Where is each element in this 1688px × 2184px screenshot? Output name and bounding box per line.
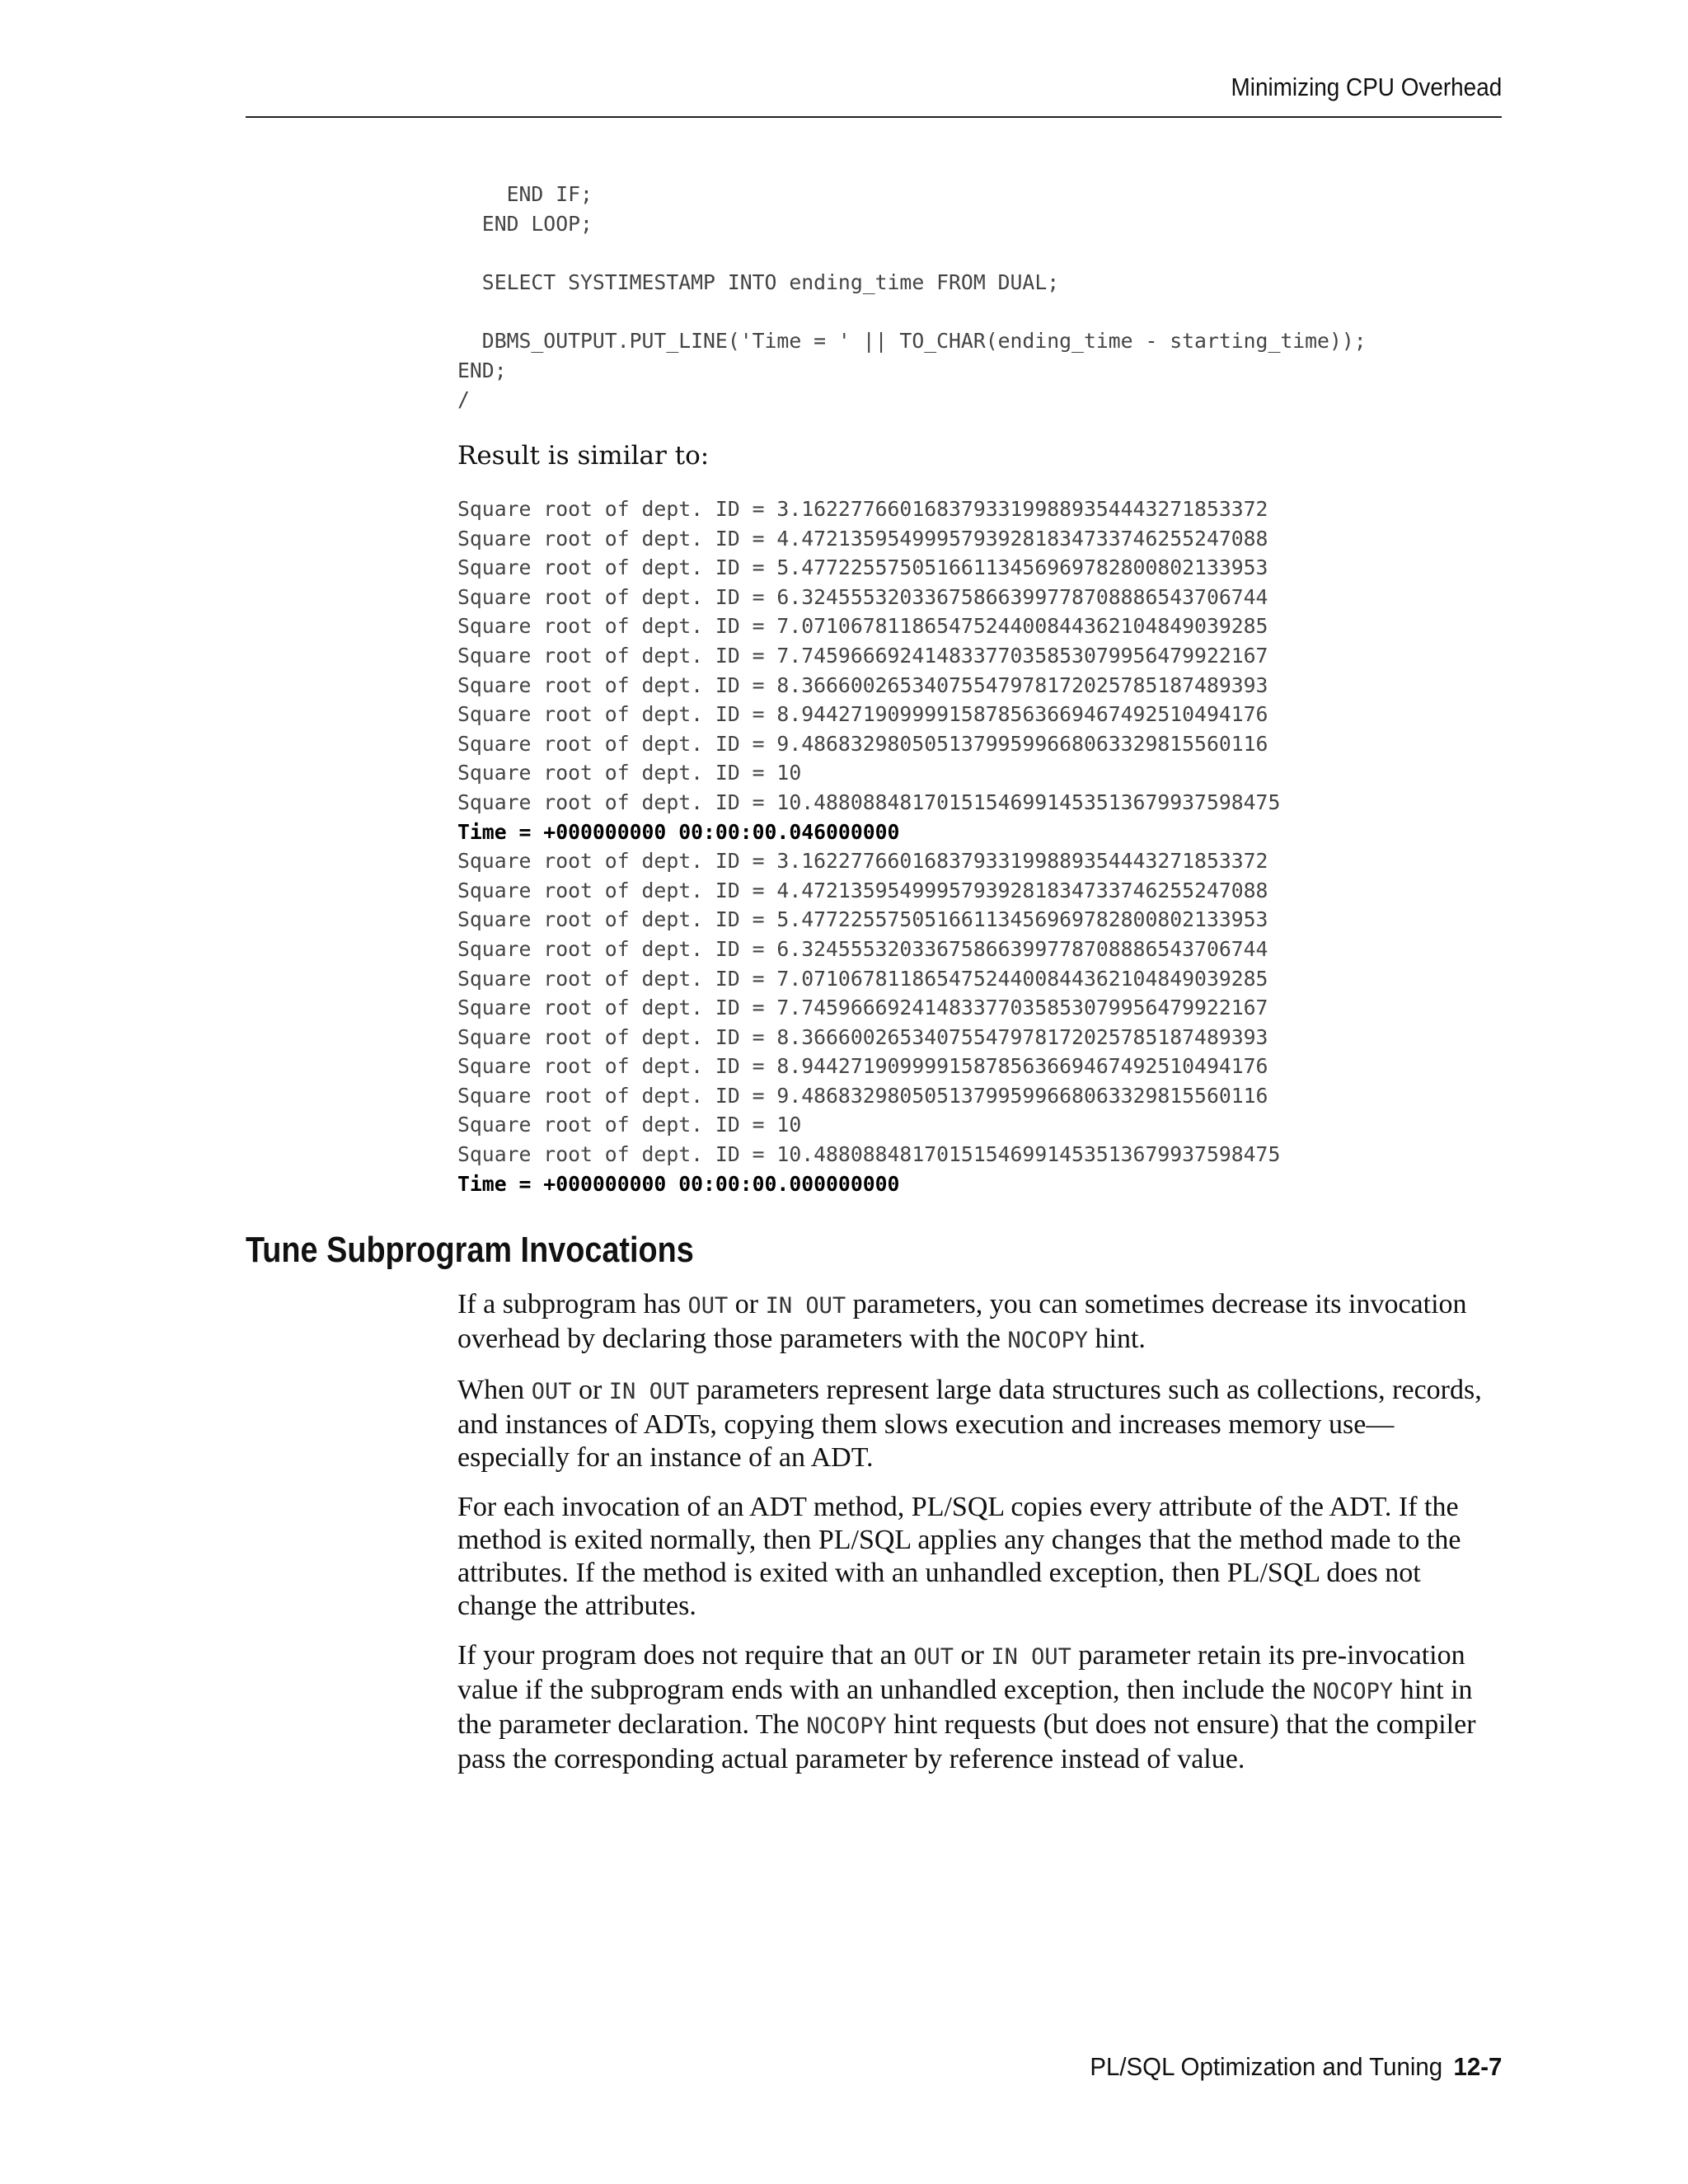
output-line: Square root of dept. ID = 7.74596669241483377035853079956479922167: [457, 996, 1268, 1020]
body-paragraph: [457, 1288, 1500, 1357]
inline-code: OUT: [913, 1644, 954, 1670]
section-body: [457, 1288, 1500, 1793]
output-line: Square root of dept. ID = 3.16227766016837933199889354443271853372: [457, 849, 1268, 874]
output-line: Square root of dept. ID = 7.74596669241483377035853079956479922167: [457, 643, 1268, 668]
output-line: Square root of dept. ID = 7.07106781186547524400844362104849039285: [457, 966, 1268, 991]
output-line: Square root of dept. ID = 7.07106781186547524400844362104849039285: [457, 614, 1268, 639]
text-run: hint.: [1088, 1324, 1146, 1354]
body-paragraph: [457, 1491, 1500, 1623]
inline-code: NOCOPY: [806, 1713, 887, 1739]
output-line: Square root of dept. ID = 10.48808848170151546991453513679937598475: [457, 790, 1281, 814]
inline-code: IN OUT: [765, 1293, 846, 1319]
text-run: If your program does not require that an: [457, 1640, 914, 1671]
output-line: Square root of dept. ID = 3.16227766016837933199889354443271853372: [457, 497, 1268, 521]
body-paragraph: [457, 1639, 1500, 1776]
running-header: Minimizing CPU Overhead: [1231, 73, 1502, 101]
code-line: [457, 297, 1367, 326]
output-line: Square root of dept. ID = 4.47213595499957939281834733746255247088: [457, 526, 1268, 551]
code-line: DBMS_OUTPUT.PUT_LINE('Time = ' || TO_CHAR(ending_time - starting_time));: [457, 328, 1367, 353]
section-heading: Tune Subprogram Invocations: [246, 1230, 694, 1270]
output-line: Square root of dept. ID = 8.36660026534075547978172025785187489393: [457, 673, 1268, 697]
code-line: END IF;: [457, 182, 593, 206]
output-line: Square root of dept. ID = 10.48808848170151546991453513679937598475: [457, 1142, 1281, 1167]
code-line: /: [457, 387, 470, 412]
output-line: Square root of dept. ID = 6.32455532033675866399778708886543706744: [457, 936, 1268, 961]
text-run: For each invocation of an ADT method, PL/SQL copies every attribute of the ADT. If the method is exited normally, then PL/SQL applies any changes that the method made to the attributes. If the method is exited with an unhandled exception, then PL/SQL does not change the attributes.: [457, 1492, 1461, 1621]
output-line: Square root of dept. ID = 4.47213595499957939281834733746255247088: [457, 878, 1268, 902]
code-line: [457, 238, 1367, 268]
text-run: When: [457, 1375, 532, 1405]
header-rule: [246, 116, 1502, 118]
timing-line: Time = +000000000 00:00:00.000000000: [457, 1171, 900, 1196]
page-number: 12-7: [1453, 2052, 1502, 2081]
output-line: Square root of dept. ID = 8.94427190999915878563669467492510494176: [457, 702, 1268, 727]
output-line: Square root of dept. ID = 9.48683298050513799599668063329815560116: [457, 731, 1268, 756]
footer-book-title: PL/SQL Optimization and Tuning: [1089, 2052, 1442, 2081]
body-paragraph: [457, 1374, 1500, 1474]
result-intro: Result is similar to:: [457, 441, 710, 471]
code-line: END LOOP;: [457, 211, 593, 236]
inline-code: OUT: [687, 1293, 729, 1319]
output-line: Square root of dept. ID = 5.47722557505166113456969782800802133953: [457, 555, 1268, 580]
code-line: SELECT SYSTIMESTAMP INTO ending_time FROM DUAL;: [457, 269, 1060, 294]
code-line: END;: [457, 358, 507, 382]
text-run: or: [954, 1640, 992, 1671]
inline-code: IN OUT: [608, 1379, 690, 1404]
text-run: or: [728, 1289, 766, 1319]
text-run: or: [571, 1375, 609, 1405]
output-line: Square root of dept. ID = 6.32455532033675866399778708886543706744: [457, 584, 1268, 609]
output-line: Square root of dept. ID = 10: [457, 1113, 802, 1137]
output-line: Square root of dept. ID = 8.94427190999915878563669467492510494176: [457, 1054, 1268, 1079]
output-line: Square root of dept. ID = 9.48683298050513799599668063329815560116: [457, 1083, 1268, 1108]
output-line: Square root of dept. ID = 8.36660026534075547978172025785187489393: [457, 1024, 1268, 1049]
timing-line: Time = +000000000 00:00:00.046000000: [457, 819, 900, 844]
output-line: Square root of dept. ID = 5.47722557505166113456969782800802133953: [457, 907, 1268, 932]
text-run: parameter retain its pre-invocation value if the subprogram ends with an unhandled exception, then include the: [457, 1640, 1465, 1705]
code-listing: [457, 180, 1367, 415]
inline-code: NOCOPY: [1312, 1679, 1394, 1704]
inline-code: NOCOPY: [1007, 1328, 1089, 1353]
output-line: Square root of dept. ID = 10: [457, 761, 802, 785]
text-run: hint in the parameter declaration. The: [457, 1675, 1473, 1740]
text-run: parameters, you can sometimes decrease its invocation overhead by declaring those parameters with the: [457, 1289, 1467, 1354]
running-footer: [1090, 2052, 1502, 2082]
text-run: parameters represent large data structures such as collections, records, and instances of ADTs, copying them slows execution and increases memory use—especially for an instance of an ADT.: [457, 1375, 1482, 1473]
text-run: If a subprogram has: [457, 1289, 688, 1319]
inline-code: IN OUT: [991, 1644, 1071, 1670]
inline-code: OUT: [531, 1379, 572, 1404]
result-output: [457, 494, 1280, 1198]
text-run: hint requests (but does not ensure) that the compiler pass the corresponding actual parameter by reference instead of value.: [457, 1709, 1476, 1774]
